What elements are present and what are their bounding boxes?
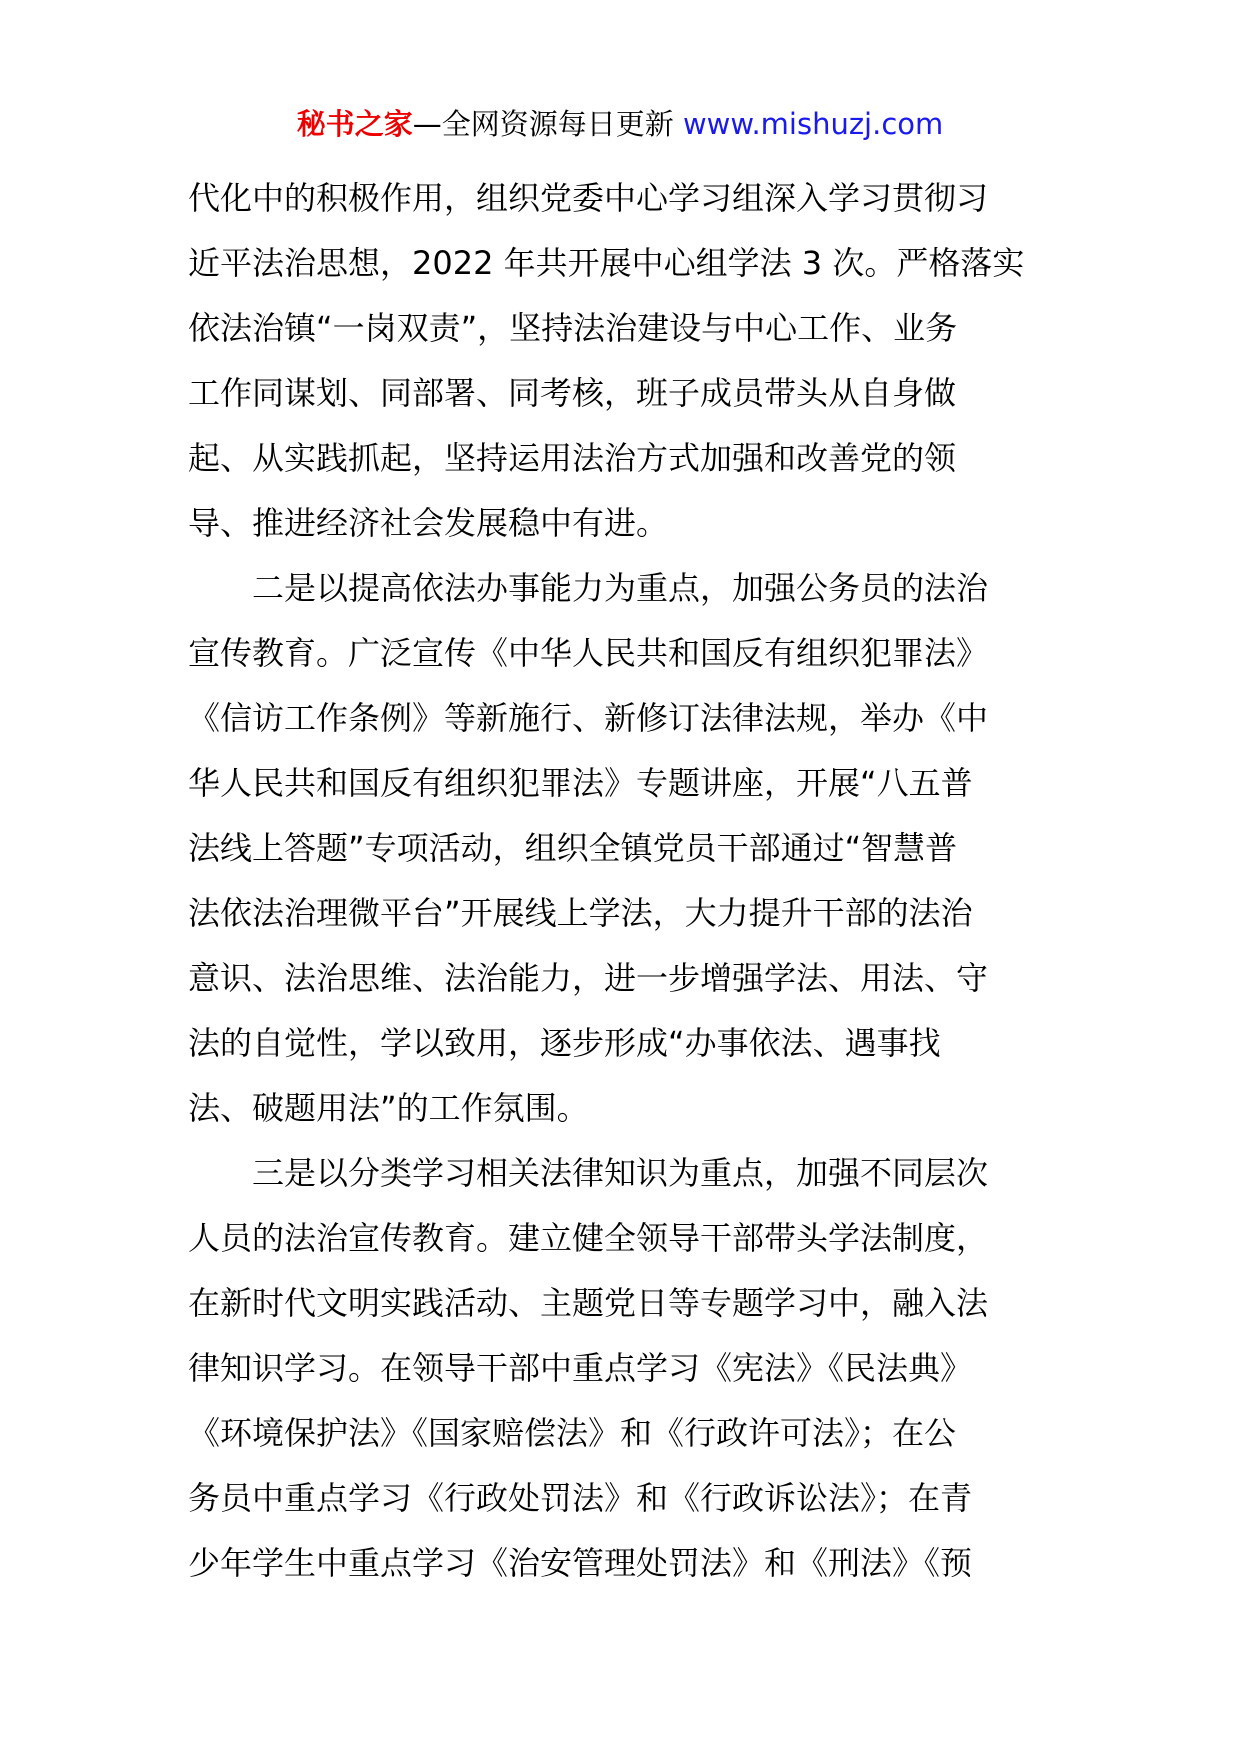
header-tagline: —全网资源每日更新 [412,107,674,141]
text-line: 少年学生中重点学习《治安管理处罚法》和《刑法》《预 [188,1544,973,1582]
text-line: 宣传教育。广泛宣传《中华人民共和国反有组织犯罪法》 [188,634,989,672]
page-header [0,104,1240,144]
text-line: 法依法治理微平台”开展线上学法，大力提升干部的法治 [188,894,973,932]
text-line: 二是以提高依法办事能力为重点，加强公务员的法治 [188,569,989,607]
text-line: 华人民共和国反有组织犯罪法》专题讲座，开展“八五普 [188,764,973,802]
text-line: 近平法治思想，2022 年共开展中心组学法 3 次。严格落实 [188,244,1025,282]
text-line: 导、推进经济社会发展稳中有进。 [188,504,669,542]
header-url-link[interactable]: www.mishuzj.com [682,107,944,141]
text-line: 意识、法治思维、法治能力，进一步增强学法、用法、守 [188,959,989,997]
text-line: 工作同谋划、同部署、同考核，班子成员带头从自身做 [188,374,957,412]
text-line: 在新时代文明实践活动、主题党日等专题学习中，融入法 [188,1284,989,1322]
text-line: 人员的法治宣传教育。建立健全领导干部带头学法制度， [188,1219,989,1257]
header-brand: 秘书之家 [296,107,413,141]
document-body [188,166,1048,1596]
text-line: 起、从实践抓起，坚持运用法治方式加强和改善党的领 [188,439,957,477]
text-line: 依法治镇“一岗双责”，坚持法治建设与中心工作、业务 [188,309,958,347]
text-line: 三是以分类学习相关法律知识为重点，加强不同层次 [188,1154,989,1192]
text-line: 法、破题用法”的工作氛围。 [188,1089,589,1127]
text-line: 《环境保护法》《国家赔偿法》和《行政许可法》；在公 [188,1414,957,1452]
text-line: 法线上答题”专项活动，组织全镇党员干部通过“智慧普 [188,829,958,867]
text-line: 务员中重点学习《行政处罚法》和《行政诉讼法》；在青 [188,1479,973,1517]
text-line: 法的自觉性，学以致用，逐步形成“办事依法、遇事找 [188,1024,941,1062]
text-line: 代化中的积极作用，组织党委中心学习组深入学习贯彻习 [188,179,989,217]
text-line: 律知识学习。在领导干部中重点学习《宪法》《民法典》 [188,1349,973,1387]
text-line: 《信访工作条例》等新施行、新修订法律法规，举办《中 [188,699,989,737]
